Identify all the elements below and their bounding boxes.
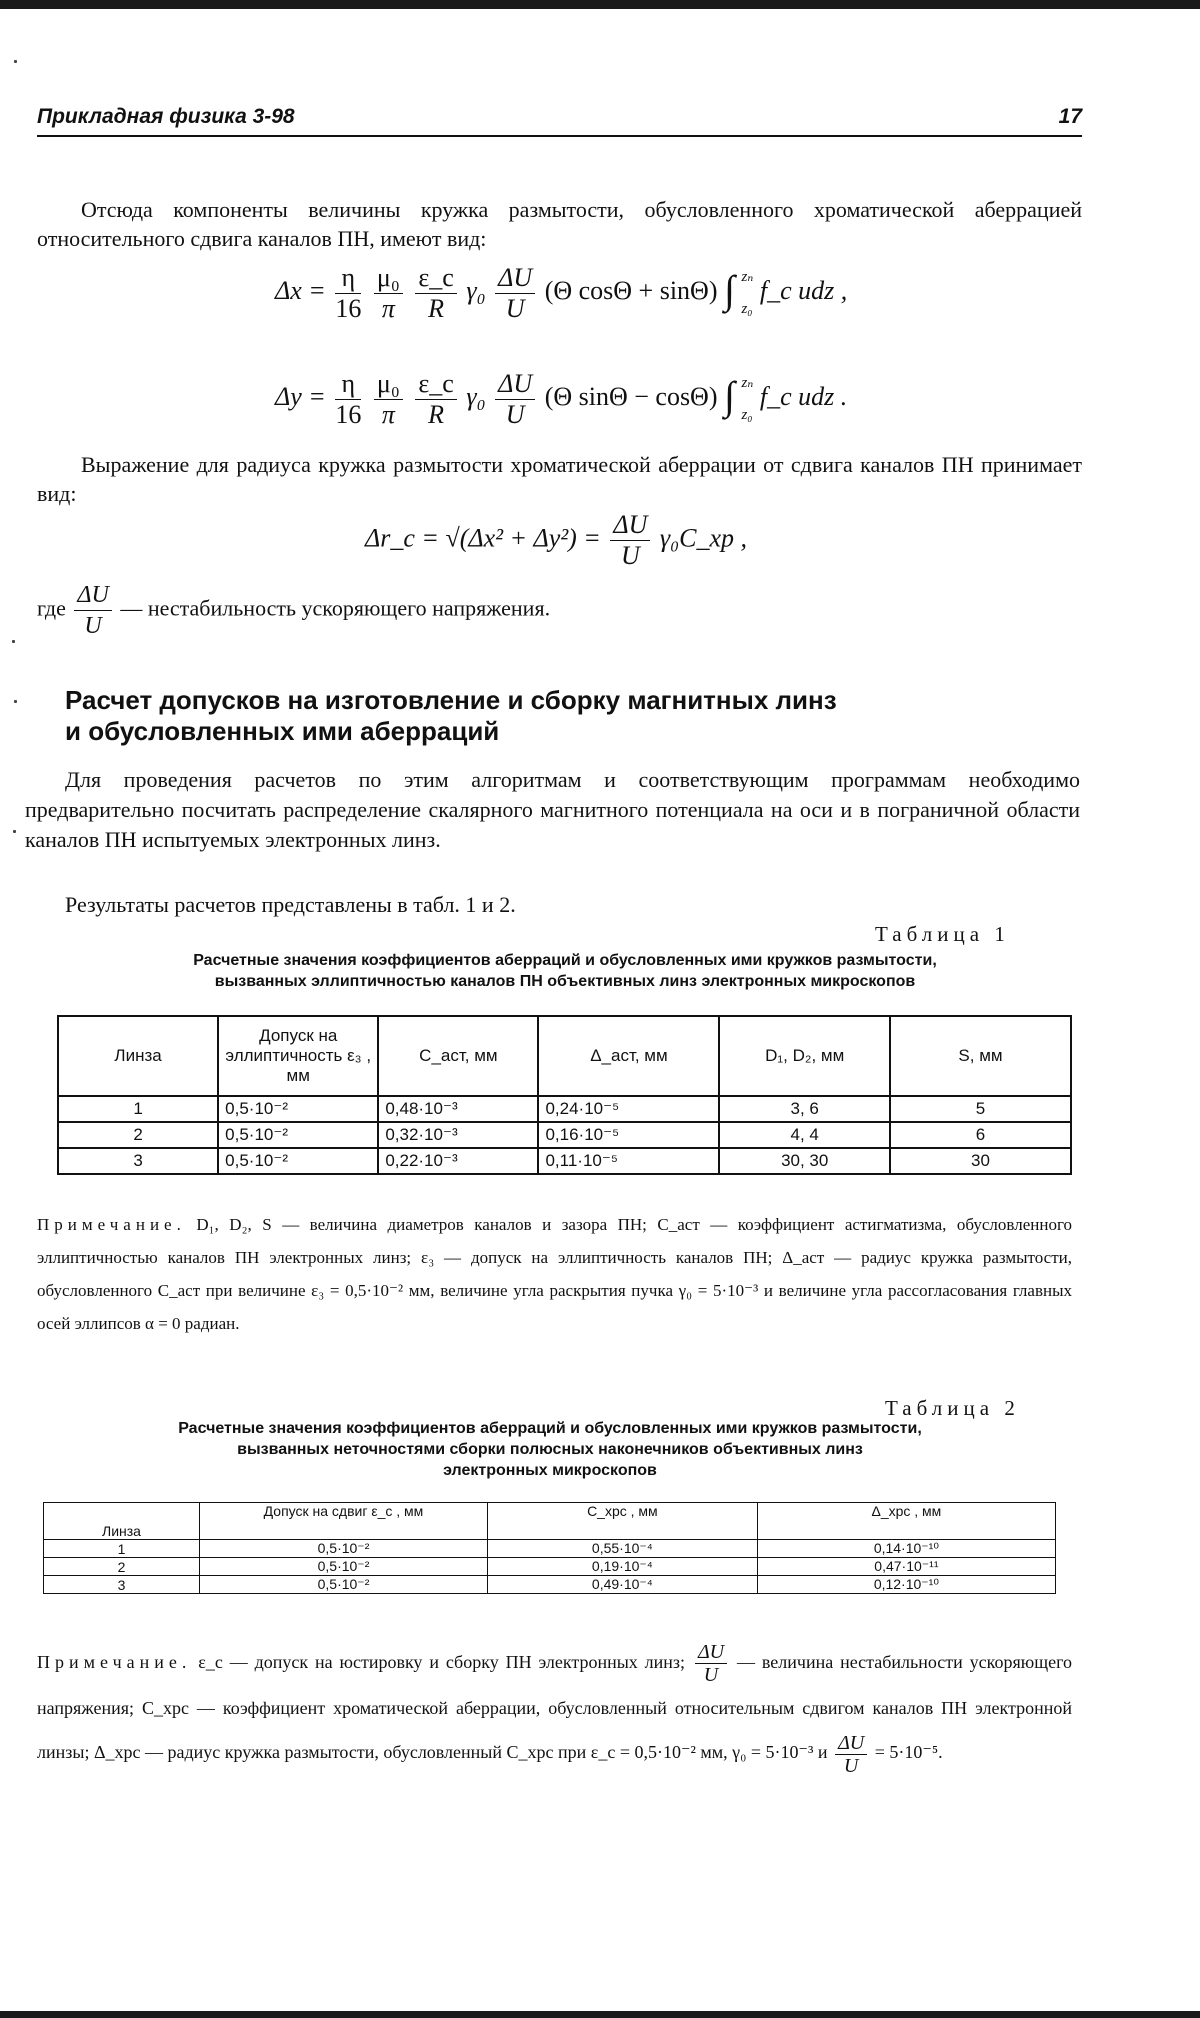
table-cell: 0,5·10⁻² (218, 1122, 378, 1148)
fraction: $\frac{\eta}{16}$ (335, 368, 362, 429)
table-row (44, 1540, 1056, 1558)
journal-title: Прикладная физика 3-98 (37, 105, 295, 128)
table-row (58, 1148, 1071, 1174)
body-paragraph: Для проведения расчетов по этим алгоритмам и соответствующим программам необходимо предварительно посчитать распределение скалярного магнитного потенциала на оси и в пограничной области каналов ПН испытуемых электронных линз. (25, 767, 1080, 852)
table-cell: 6 (890, 1122, 1071, 1148)
table-cell: 0,11·10⁻⁵ (538, 1148, 719, 1174)
fraction: $\frac{\varepsilon\_c}{R}$ (415, 369, 456, 430)
fraction: $\frac{\varepsilon\_c}{R}$ (415, 263, 456, 324)
formula-lhs: Δr_c = √(Δx² + Δy²) = (365, 523, 601, 553)
table-cell: 1 (44, 1540, 200, 1558)
table-cell: 3 (44, 1576, 200, 1594)
fraction: $\frac{\Delta U}{U}$ (495, 369, 535, 430)
table-row (58, 1122, 1071, 1148)
table-cell: 0,19·10⁻⁴ (487, 1558, 757, 1576)
page-number: 17 (1058, 105, 1082, 128)
table-cell: 2 (58, 1122, 218, 1148)
formula-delta-y (275, 368, 847, 430)
table-header-row (44, 1503, 1056, 1540)
table-cell: 0,5·10⁻² (218, 1096, 378, 1122)
scan-speck (14, 60, 17, 63)
integral-limits: zₙ z₀ (741, 269, 754, 318)
gamma-symbol: γ₀ (466, 276, 486, 305)
table1-note (37, 1208, 1072, 1340)
formula-lhs: Δx = (275, 276, 326, 305)
table-cell: 0,5·10⁻² (200, 1540, 488, 1558)
table-cell: 2 (44, 1558, 200, 1576)
scan-speck (14, 700, 17, 703)
integral-sign: ∫ (724, 267, 735, 312)
column-header: Допуск на сдвиг ε_с , мм (200, 1503, 488, 1540)
table-cell: 0,5·10⁻² (200, 1558, 488, 1576)
column-header: Δ_хрс , мм (757, 1503, 1055, 1540)
gamma-symbol: γ₀ (466, 382, 486, 411)
where-line (37, 580, 1082, 641)
table-cell: 0,5·10⁻² (218, 1148, 378, 1174)
column-header: Допуск на эллиптичность ε₃ , мм (218, 1016, 378, 1096)
column-header: C_хрс , мм (487, 1503, 757, 1540)
integral-sign: ∫ (724, 373, 735, 418)
fraction: $\frac{\Delta U}{U}$ (695, 1641, 727, 1686)
fraction: $\frac{\eta}{16}$ (335, 262, 362, 323)
fraction: $\frac{\Delta U}{U}$ (610, 510, 650, 571)
formula-rhs: γ₀C_xp , (659, 523, 748, 553)
table-title-line: Расчетные значения коэффициентов аберраций и обусловленных ими кружков размытости, (178, 1420, 922, 1437)
table-cell: 1 (58, 1096, 218, 1122)
table-title-line: вызванных эллиптичностью каналов ПН объективных линз электронных микроскопов (214, 973, 916, 990)
column-header: Линза (58, 1016, 218, 1096)
note-text: D₁, D₂, S — величина диаметров каналов и зазора ПН; C_аст — коэффициент астигматизма, обусловленного эллиптичностью каналов ПН электронных линз; ε₃ — допуск на эллиптичность каналов ПН; Δ_аст — радиус кружка размытости, обусловленного C_аст при величине ε₃ = 0,5·10⁻² мм, величине угла раскрытия пучка γ₀ = 5·10⁻³ и величине угла рассогласования главных осей эллипсов α = 0 радиан. (37, 1215, 1072, 1333)
table-row (44, 1576, 1056, 1594)
column-header: Линза (44, 1503, 200, 1540)
table-cell: 4, 4 (719, 1122, 890, 1148)
table2-caption: Таблица 2 (885, 1396, 1020, 1420)
table-title-line: электронных микроскопов (443, 1462, 657, 1479)
table-row (58, 1096, 1071, 1122)
formula-lhs: Δy = (275, 382, 326, 411)
table-cell: 30, 30 (719, 1148, 890, 1174)
table-cell: 0,16·10⁻⁵ (538, 1122, 719, 1148)
fraction: $\frac{\Delta U}{U}$ (495, 263, 535, 324)
section-title-line: и обусловленных ими аберраций (65, 716, 500, 746)
note-text: ε_c — допуск на юстировку и сборку ПН электронных линз; (198, 1652, 686, 1672)
table-cell: 5 (890, 1096, 1071, 1122)
table-title-line: Расчетные значения коэффициентов аберраций и обусловленных ими кружков размытости, (193, 952, 937, 969)
table-cell: 3 (58, 1148, 218, 1174)
where-text: — нестабильность ускоряющего напряжения. (120, 595, 551, 621)
section-title (65, 685, 1065, 747)
section-title-line: Расчет допусков на изготовление и сборку магнитных линз (65, 685, 837, 715)
table-header-row (58, 1016, 1071, 1096)
integrand: f_c udz . (759, 382, 848, 411)
table-cell: 0,14·10⁻¹⁰ (757, 1540, 1055, 1558)
table-cell: 0,55·10⁻⁴ (487, 1540, 757, 1558)
table2-note (37, 1640, 1072, 1777)
fraction: $\frac{\Delta U}{U}$ (74, 580, 111, 641)
table-cell: 0,47·10⁻¹¹ (757, 1558, 1055, 1576)
scan-speck (12, 640, 15, 643)
fraction: $\frac{\text{μ₀}}{\pi}$ (374, 369, 403, 430)
column-header: C_аст, мм (378, 1016, 538, 1096)
fraction: $\frac{\text{μ₀}}{\pi}$ (374, 263, 403, 324)
fraction: $\frac{\Delta U}{U}$ (835, 1732, 867, 1777)
where-word: где (37, 595, 66, 621)
radius-paragraph: Выражение для радиуса кружка размытости хроматической аберрации от сдвига каналов ПН принимает вид: (37, 452, 1082, 506)
table-title-line: вызванных неточностями сборки полюсных наконечников объективных линз (237, 1441, 863, 1458)
note-text: — величина нестабильности ускоряющего напряжения; C_xpc — коэффициент хроматической аберрации, обусловленный относительным сдвигом каналов ПН электронной линзы; Δ_xpc — радиус кружка размытости, обусловленный C_xpc при ε_c = 0,5·10⁻² мм, γ₀ = 5·10⁻³ и (37, 1652, 1073, 1763)
running-header (37, 105, 1082, 137)
formula-delta-x (275, 262, 847, 324)
body-paragraph: Результаты расчетов представлены в табл. 1 и 2. (65, 892, 516, 917)
intro-paragraph: Отсюда компоненты величины кружка размытости, обусловленного хроматической аберрацией относительного сдвига каналов ПН, имеют вид: (37, 197, 1082, 251)
table-row (44, 1558, 1056, 1576)
table-cell: 0,12·10⁻¹⁰ (757, 1576, 1055, 1594)
table-cell: 0,22·10⁻³ (378, 1148, 538, 1174)
table-cell: 0,32·10⁻³ (378, 1122, 538, 1148)
table-cell: 30 (890, 1148, 1071, 1174)
table-2 (43, 1502, 1056, 1594)
column-header: Δ_аст, мм (538, 1016, 719, 1096)
note-text: = 5·10⁻⁵. (874, 1742, 943, 1763)
table2-title (30, 1418, 1070, 1481)
table-cell: 0,48·10⁻³ (378, 1096, 538, 1122)
integrand: f_c udz , (759, 276, 848, 305)
table1-title (40, 950, 1090, 992)
note-label: Примечание. (37, 1215, 186, 1234)
integral-limits: zₙ z₀ (741, 375, 754, 424)
table1-caption: Таблица 1 (875, 922, 1010, 946)
formula-paren: (Θ sinΘ − cosΘ) (544, 382, 718, 411)
table-cell: 0,24·10⁻⁵ (538, 1096, 719, 1122)
formula-delta-r (365, 510, 747, 571)
formula-paren: (Θ cosΘ + sinΘ) (544, 276, 718, 305)
table-1 (57, 1015, 1072, 1175)
scan-speck (13, 830, 16, 833)
column-header: S, мм (890, 1016, 1071, 1096)
table-cell: 0,49·10⁻⁴ (487, 1576, 757, 1594)
table-cell: 0,5·10⁻² (200, 1576, 488, 1594)
scan-border-top (0, 0, 1200, 9)
table-cell: 3, 6 (719, 1096, 890, 1122)
note-label: Примечание. (37, 1652, 192, 1672)
column-header: D₁, D₂, мм (719, 1016, 890, 1096)
scan-border-bottom (0, 2011, 1200, 2018)
